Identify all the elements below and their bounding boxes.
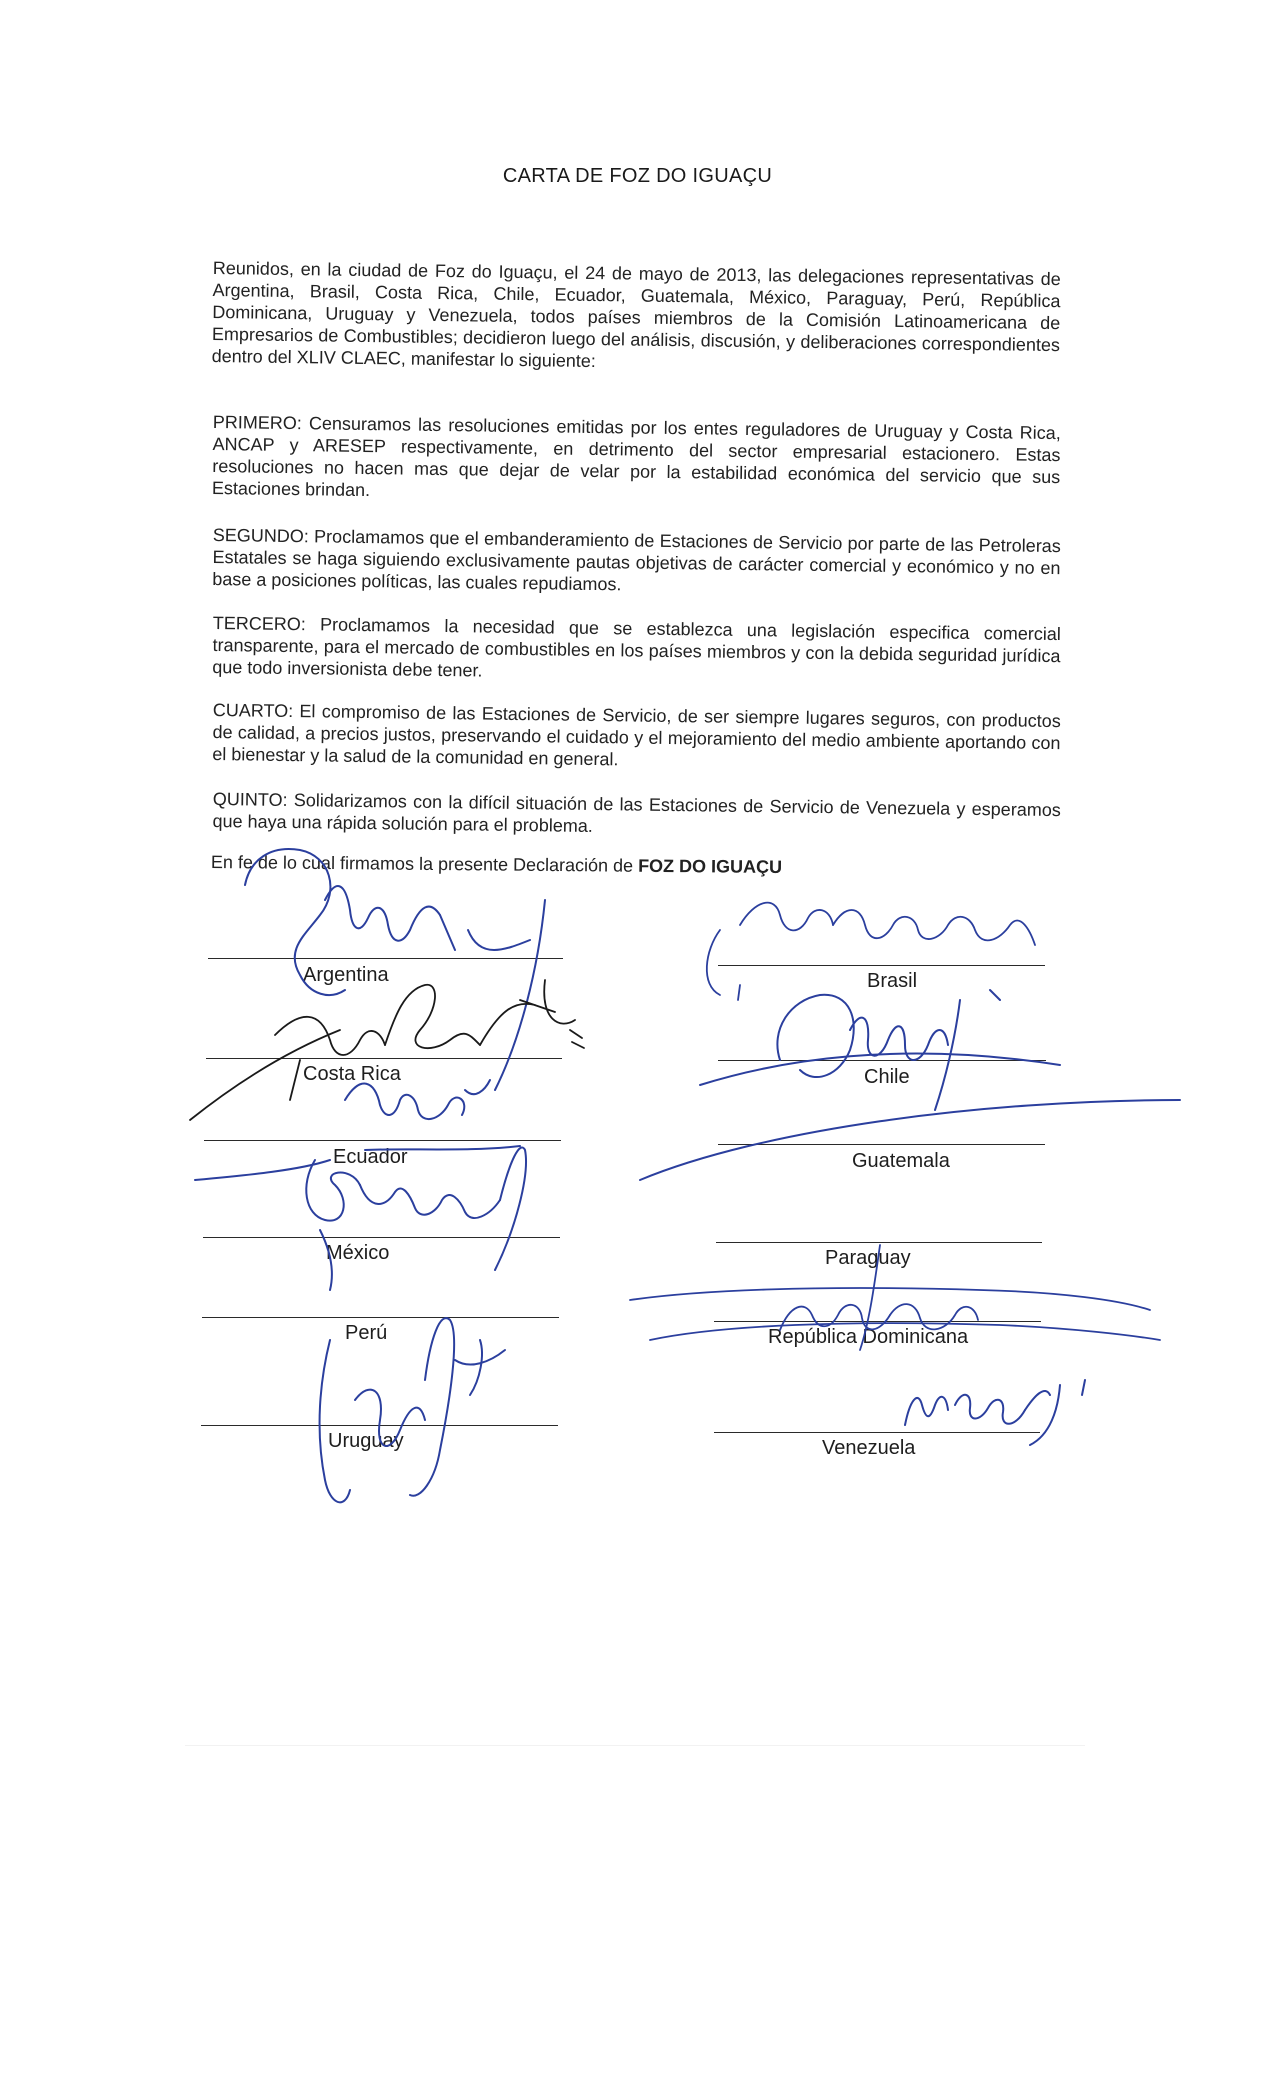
signature-line-venezuela [714,1432,1040,1433]
signatory-uruguay: Uruguay [328,1430,404,1452]
intro-paragraph: Reunidos, en la ciudad de Foz do Iguaçu, el 24 de mayo de 2013, las delegaciones representativas de Argentina, Brasil, Costa Rica, Chile, Ecuador, Guatemala, México, Paraguay, Perú, República Dominicana, Uruguay y Venezuela, todos países miembros de la Comisión Latinoamericana de Empresarios de Combustibles; decidieron luego del análisis, discusión, y deliberaciones correspondientes dentro del XLIV CLAEC, manifestar lo siguiente: [211,257,1061,372]
closing-bold-text: FOZ DO IGUAÇU [638,855,783,877]
signatory-paraguay: Paraguay [825,1247,911,1269]
document-title: CARTA DE FOZ DO IGUAÇU [502,165,773,187]
signatory-peru: Perú [345,1322,388,1344]
segundo-paragraph: SEGUNDO: Proclamamos que el embanderamiento de Estaciones de Servicio por parte de las Petroleras Estatales se haga siguiendo exclusivamente pautas objetivas de carácter comercial y económico y no en base a posiciones políticas, las cuales repudiamos. [212,524,1061,595]
signatory-guatemala: Guatemala [852,1150,950,1172]
signatory-chile: Chile [864,1066,910,1088]
signature-line-chile [718,1060,1046,1061]
primero-paragraph: PRIMERO: Censuramos las resoluciones emitidas por los entes reguladores de Uruguay y Costa Rica, ANCAP y ARESEP respectivamente, en detrimento del sector empresarial estacionero. Estas resoluciones no hacen mas que dejar de velar por la estabilidad económica del servicio que sus Estaciones brindan. [211,411,1061,501]
signature-argentina [245,849,545,1090]
signatory-costa-rica: Costa Rica [303,1063,401,1085]
closing-text: En fe de lo cual firmamos la presente Declaración de [210,852,639,876]
signature-costa-rica [190,980,584,1120]
signatory-republica-dominicana: República Dominicana [768,1326,969,1348]
signature-line-guatemala [718,1144,1045,1145]
signatory-mexico: México [326,1242,390,1264]
bottom-divider [185,1745,1085,1746]
cuarto-paragraph: CUARTO: El compromiso de las Estaciones de Servicio, de ser siempre lugares seguros, con productos de calidad, a precios justos, preservando el cuidado y el mejoramiento del medio ambiente aportando con el bienestar y la salud de la comunidad en general. [212,699,1061,770]
signatory-ecuador: Ecuador [333,1146,408,1168]
signature-line-uruguay [201,1425,558,1426]
signature-line-peru [202,1317,559,1318]
quinto-paragraph: QUINTO: Solidarizamos con la difícil situación de las Estaciones de Servicio de Venezuela y esperamos que haya una rápida solución para el problema. [212,788,1061,836]
signature-venezuela [905,1380,1085,1445]
tercero-paragraph: TERCERO: Proclamamos la necesidad que se establezca una legislación especifica comercial transparente, para el mercado de combustibles en los países miembros y con la debida seguridad jurídica que todo inversionista debe tener. [212,612,1061,681]
signature-line-mexico [203,1237,560,1238]
signatory-venezuela: Venezuela [822,1437,916,1459]
signatory-argentina: Argentina [303,964,389,986]
signature-line-ecuador [204,1140,561,1141]
signatory-brasil: Brasil [867,970,918,992]
closing-statement [211,852,782,878]
signature-line-paraguay [716,1242,1042,1243]
signature-line-costa-rica [206,1058,562,1059]
signature-line-republica-dominicana [714,1321,1041,1322]
signature-line-brasil [718,965,1045,966]
signature-line-argentina [208,958,563,959]
signature-peru-uruguay [320,1318,505,1502]
